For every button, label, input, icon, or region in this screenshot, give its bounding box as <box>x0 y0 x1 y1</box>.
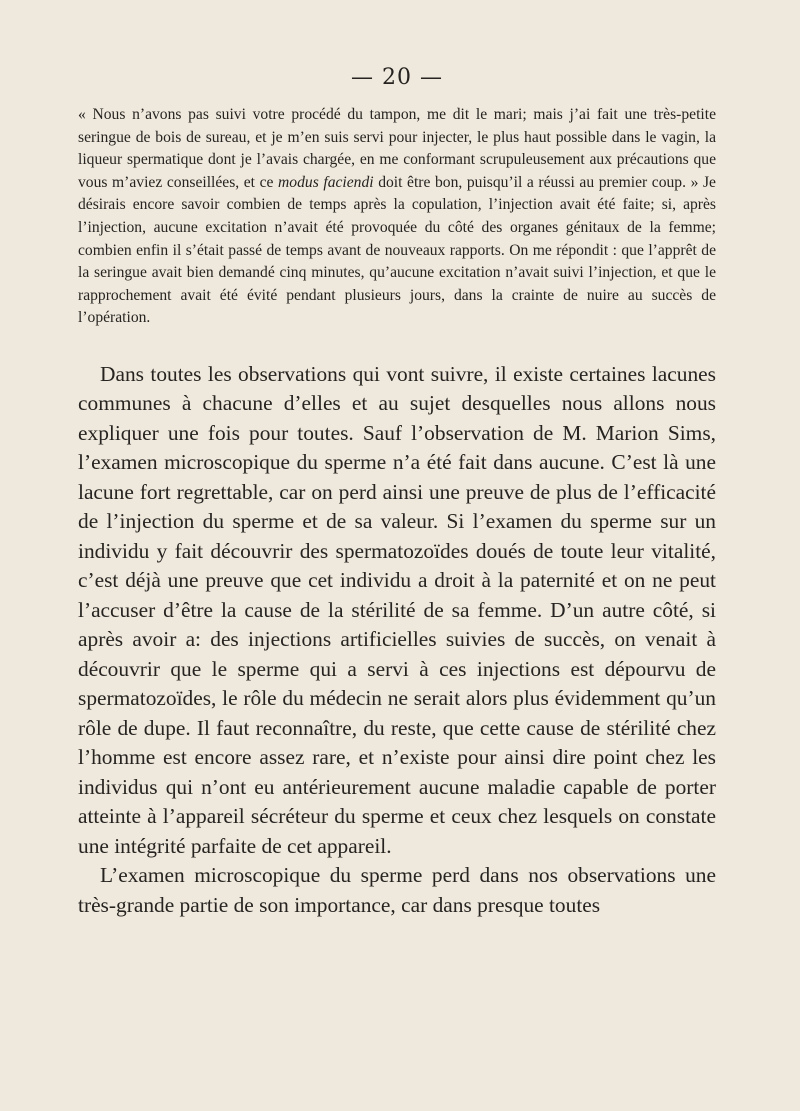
body-paragraph-2: L’examen microscopique du sperme perd dans nos observations une très-grande partie de son importance, car dans presque toutes <box>78 863 716 917</box>
quote-closing: doit être bon, puisqu’il a réussi au premier coup. » Je désirais encore savoir combien de temps après la copulation, l’injection avait été faite; si, après l’injection, aucune excitation n’avait été provoquée du côté des organes génitaux de la femme; combien enfin il s’était passé de temps avant de nouveaux rapports. On me répondit : que l’apprêt de la seringue avait bien demandé cinq minutes, qu’aucune excitation n’avait suivi l’injection, et que le rapprochement avait été évité pendant plusieurs jours, dans la crainte de nuire au succès de l’opération. <box>78 173 716 327</box>
page-number: — 20 — <box>351 65 443 90</box>
quote-opening: « Nous n’avons pas suivi votre procédé du tampon, me dit le mari; mais j’ai fait une très-petite seringue de bois de sureau, et je m’en suis servi pour injecter, le plus haut possible dans le vagin, la liqueur spermatique dont je l’avais chargée, en me conformant scrupuleusement aux précautions que vous m’aviez conseillées, et ce <box>78 106 716 191</box>
quoted-testimony <box>78 104 716 330</box>
body-paragraph-1: Dans toutes les observations qui vont suivre, il existe certaines lacunes communes à chacune d’elles et au sujet desquelles nous allons nous expliquer une fois pour toutes. Sauf l’observation de M. Marion Sims, l’examen microscopique du sperme n’a été fait dans aucune. C’est là une lacune fort regrettable, car on perd ainsi une preuve de plus de l’efficacité de l’injection du sperme et de sa valeur. Si l’examen du sperme sur un individu y fait découvrir des spermatozoïdes doués de toute leur vitalité, c’est déjà une preuve que cet individu a droit à la paternité et on ne peut l’accuser d’être la cause de la stérilité de sa femme. D’un autre côté, si après avoir a: des injections artificielles suivies de succès, on venait à découvrir que le sperme qui a servi à ces injections est dépourvu de spermatozoïdes, le rôle du médecin ne serait alors plus évidemment qu’un rôle de dupe. Il faut reconnaître, du reste, que cette cause de stérilité chez l’homme est encore assez rare, et n’existe pour ainsi dire point chez les individus qui n’ont eu antérieurement aucune maladie capable de porter atteinte à l’appareil sécréteur du sperme et ceux chez lesquels on constate une intégrité parfaite de cet appareil. <box>78 361 716 858</box>
latin-phrase: modus faciendi <box>278 173 374 191</box>
